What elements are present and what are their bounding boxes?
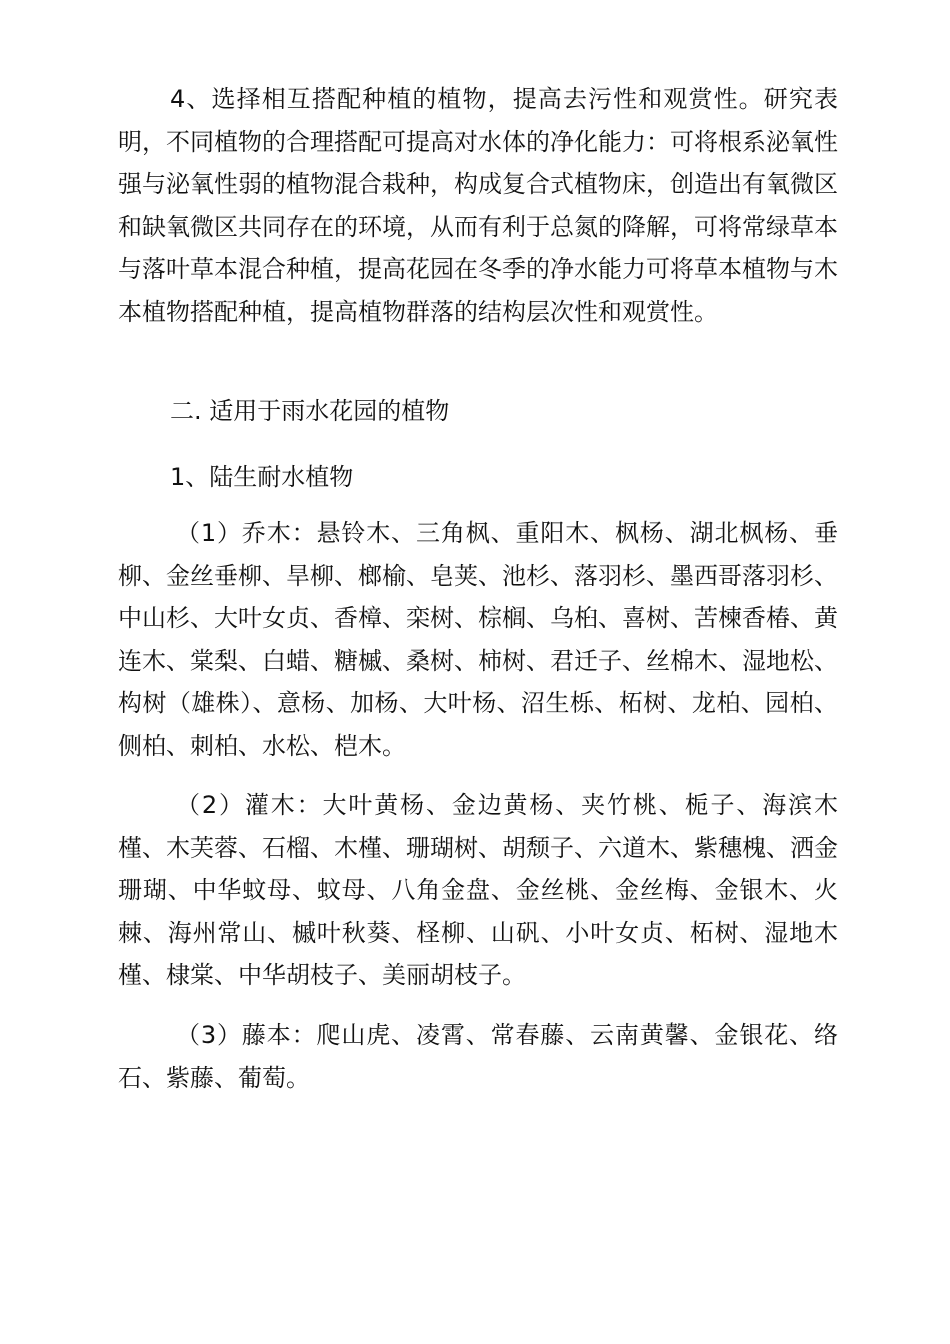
paragraph-shrubs: （2）灌木：大叶黄杨、金边黄杨、夹竹桃、栀子、海滨木槿、木芙蓉、石榴、木槿、珊瑚树、胡颓子、六道木、紫穗槐、洒金珊瑚、中华蚊母、蚊母、八角金盘、金丝桃、金丝梅、金银木、火棘、海州常山、槭叶秋葵、柽柳、山矾、小叶女贞、柘树、湿地木槿、棣棠、中华胡枝子、美丽胡枝子。	[118, 791, 838, 989]
paragraph-plant-combination: 4、选择相互搭配种植的植物，提高去污性和观赏性。研究表明，不同植物的合理搭配可提高对水体的净化能力：可将根系泌氧性强与泌氧性弱的植物混合栽种，构成复合式植物床，创造出有氧微区和缺氧微区共同存在的环境，从而有利于总氮的降解，可将常绿草本与落叶草本混合种植，提高花园在冬季的净水能力可将草本植物与木本植物搭配种植，提高植物群落的结构层次性和观赏性。	[118, 85, 838, 326]
paragraph-vines: （3）藤本：爬山虎、凌霄、常春藤、云南黄馨、金银花、络石、紫藤、葡萄。	[118, 1021, 838, 1092]
subsection-heading: 1、陆生耐水植物	[170, 463, 354, 491]
section-heading: 二. 适用于雨水花园的植物	[170, 397, 450, 425]
paragraph-trees: （1）乔木：悬铃木、三角枫、重阳木、枫杨、湖北枫杨、垂柳、金丝垂柳、旱柳、榔榆、皂荚、池杉、落羽杉、墨西哥落羽杉、中山杉、大叶女贞、香樟、栾树、棕榈、乌桕、喜树、苦楝香椿、黄连木、棠梨、白蜡、糖槭、桑树、柿树、君迁子、丝棉木、湿地松、构树（雄株）、意杨、加杨、大叶杨、沼生栎、柘树、龙柏、园柏、侧柏、刺柏、水松、桤木。	[118, 519, 838, 760]
